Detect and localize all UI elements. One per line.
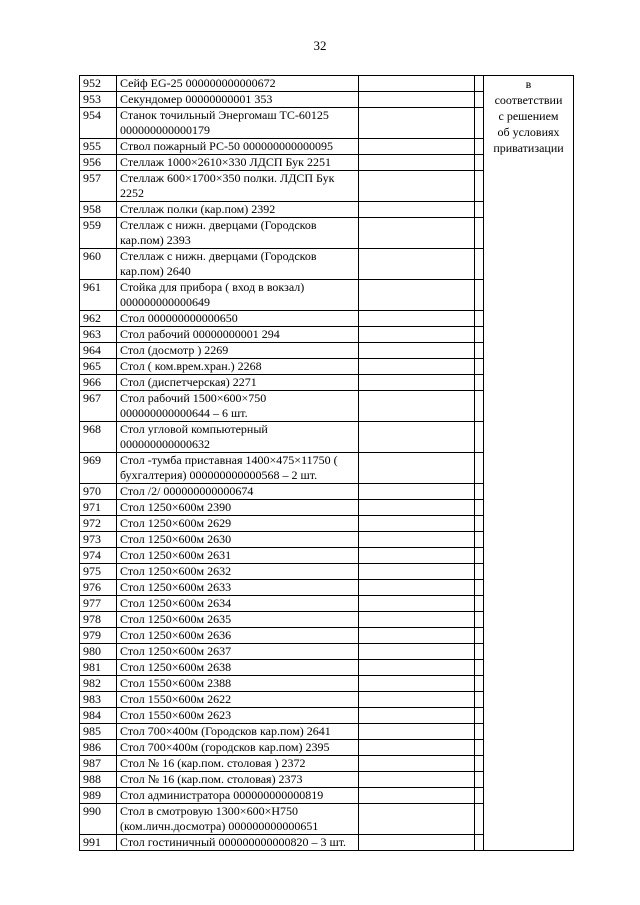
empty-cell (359, 500, 475, 516)
empty-cell (359, 171, 475, 202)
empty-cell (475, 580, 484, 596)
empty-cell (359, 612, 475, 628)
empty-cell (475, 548, 484, 564)
empty-cell (475, 171, 484, 202)
item-name: Стол 1250×600м 2629 (117, 516, 359, 532)
item-name: Стол 000000000000650 (117, 311, 359, 327)
item-name: Стол (досмотр ) 2269 (117, 343, 359, 359)
empty-cell (475, 453, 484, 484)
empty-cell (359, 676, 475, 692)
item-name: Стол /2/ 000000000000674 (117, 484, 359, 500)
empty-cell (475, 343, 484, 359)
page-number: 32 (313, 38, 327, 53)
item-name: Стол 1250×600м 2638 (117, 660, 359, 676)
empty-cell (359, 375, 475, 391)
empty-cell (359, 343, 475, 359)
empty-cell (475, 375, 484, 391)
item-name: Стол 700×400м (городсков кар.пом) 2395 (117, 740, 359, 756)
item-number: 966 (80, 375, 117, 391)
empty-cell (475, 660, 484, 676)
empty-cell (359, 692, 475, 708)
empty-cell (475, 596, 484, 612)
item-number: 969 (80, 453, 117, 484)
empty-cell (475, 280, 484, 311)
item-name: Стойка для прибора ( вход в вокзал) 000000000000649 (117, 280, 359, 311)
item-number: 991 (80, 835, 117, 851)
empty-cell (475, 532, 484, 548)
empty-cell (359, 564, 475, 580)
privatization-note: в соответствии с решением об условиях приватизации (484, 76, 574, 851)
item-name: Стол рабочий 00000000001 294 (117, 327, 359, 343)
table-row (80, 76, 574, 92)
item-number: 986 (80, 740, 117, 756)
empty-cell (359, 92, 475, 108)
empty-cell (475, 772, 484, 788)
item-number: 956 (80, 155, 117, 171)
item-name: Стол в смотровую 1300×600×Н750 (ком.личн.досмотра) 000000000000651 (117, 804, 359, 835)
item-name: Стол 1250×600м 2390 (117, 500, 359, 516)
item-number: 961 (80, 280, 117, 311)
empty-cell (359, 548, 475, 564)
item-name: Стол 700×400м (Городсков кар.пом) 2641 (117, 724, 359, 740)
empty-cell (475, 249, 484, 280)
item-number: 982 (80, 676, 117, 692)
item-name: Стол рабочий 1500×600×750 000000000000644 – 6 шт. (117, 391, 359, 422)
empty-cell (359, 740, 475, 756)
item-name: Стеллаж с нижн. дверцами (Городсков кар.пом) 2393 (117, 218, 359, 249)
empty-cell (475, 788, 484, 804)
empty-cell (359, 280, 475, 311)
empty-cell (475, 644, 484, 660)
empty-cell (359, 644, 475, 660)
empty-cell (359, 155, 475, 171)
item-number: 968 (80, 422, 117, 453)
empty-cell (475, 835, 484, 851)
empty-cell (359, 772, 475, 788)
item-number: 989 (80, 788, 117, 804)
item-name: Стол № 16 (кар.пом. столовая) 2373 (117, 772, 359, 788)
empty-cell (475, 139, 484, 155)
item-name: Сейф EG-25 000000000000672 (117, 76, 359, 92)
item-number: 960 (80, 249, 117, 280)
item-name: Стол 1550×600м 2622 (117, 692, 359, 708)
empty-cell (475, 359, 484, 375)
item-number: 964 (80, 343, 117, 359)
empty-cell (359, 596, 475, 612)
item-number: 967 (80, 391, 117, 422)
item-name: Стеллаж полки (кар.пом) 2392 (117, 202, 359, 218)
empty-cell (475, 740, 484, 756)
item-name: Стол 1250×600м 2636 (117, 628, 359, 644)
item-name: Стол 1250×600м 2630 (117, 532, 359, 548)
empty-cell (359, 108, 475, 139)
inventory-table (79, 75, 574, 851)
empty-cell (359, 311, 475, 327)
empty-cell (359, 724, 475, 740)
item-name: Стол (диспетчерская) 2271 (117, 375, 359, 391)
empty-cell (359, 76, 475, 92)
empty-cell (475, 708, 484, 724)
item-name: Секундомер 00000000001 353 (117, 92, 359, 108)
item-name: Стол угловой компьютерный 000000000000632 (117, 422, 359, 453)
empty-cell (475, 422, 484, 453)
empty-cell (359, 202, 475, 218)
empty-cell (475, 311, 484, 327)
empty-cell (359, 484, 475, 500)
empty-cell (359, 835, 475, 851)
item-name: Стеллаж с нижн. дверцами (Городсков кар.пом) 2640 (117, 249, 359, 280)
empty-cell (359, 453, 475, 484)
empty-cell (475, 628, 484, 644)
item-number: 963 (80, 327, 117, 343)
item-name: Стол 1250×600м 2634 (117, 596, 359, 612)
empty-cell (359, 516, 475, 532)
empty-cell (475, 804, 484, 835)
empty-cell (359, 391, 475, 422)
empty-cell (359, 327, 475, 343)
item-name: Стеллаж 1000×2610×330 ЛДСП Бук 2251 (117, 155, 359, 171)
item-number: 978 (80, 612, 117, 628)
item-name: Стол ( ком.врем.хран.) 2268 (117, 359, 359, 375)
item-number: 985 (80, 724, 117, 740)
item-name: Стол 1250×600м 2631 (117, 548, 359, 564)
item-number: 975 (80, 564, 117, 580)
empty-cell (475, 516, 484, 532)
item-name: Стеллаж 600×1700×350 полки. ЛДСП Бук 2252 (117, 171, 359, 202)
item-number: 981 (80, 660, 117, 676)
item-number: 972 (80, 516, 117, 532)
empty-cell (475, 76, 484, 92)
item-number: 987 (80, 756, 117, 772)
empty-cell (359, 708, 475, 724)
empty-cell (359, 628, 475, 644)
item-name: Стол администратора 000000000000819 (117, 788, 359, 804)
empty-cell (359, 660, 475, 676)
item-number: 974 (80, 548, 117, 564)
empty-cell (359, 422, 475, 453)
item-number: 988 (80, 772, 117, 788)
empty-cell (359, 359, 475, 375)
item-number: 990 (80, 804, 117, 835)
empty-cell (475, 391, 484, 422)
empty-cell (475, 692, 484, 708)
item-name: Стол 1250×600м 2637 (117, 644, 359, 660)
item-name: Стол 1250×600м 2632 (117, 564, 359, 580)
item-number: 954 (80, 108, 117, 139)
empty-cell (475, 155, 484, 171)
item-number: 962 (80, 311, 117, 327)
item-name: Стол гостиничный 000000000000820 – 3 шт. (117, 835, 359, 851)
item-number: 958 (80, 202, 117, 218)
empty-cell (475, 564, 484, 580)
empty-cell (475, 92, 484, 108)
empty-cell (359, 532, 475, 548)
item-number: 959 (80, 218, 117, 249)
item-number: 965 (80, 359, 117, 375)
empty-cell (475, 724, 484, 740)
item-number: 983 (80, 692, 117, 708)
empty-cell (359, 804, 475, 835)
item-number: 980 (80, 644, 117, 660)
empty-cell (475, 327, 484, 343)
empty-cell (475, 108, 484, 139)
item-name: Стол -тумба приставная 1400×475×11750 ( бухгалтерия) 000000000000568 – 2 шт. (117, 453, 359, 484)
empty-cell (475, 484, 484, 500)
item-name: Стол 1250×600м 2633 (117, 580, 359, 596)
item-name: Станок точильный Энергомаш ТС-60125 000000000000179 (117, 108, 359, 139)
item-name: Стол 1550×600м 2623 (117, 708, 359, 724)
empty-cell (359, 249, 475, 280)
item-number: 970 (80, 484, 117, 500)
item-name: Ствол пожарный РС-50 000000000000095 (117, 139, 359, 155)
item-number: 984 (80, 708, 117, 724)
item-number: 973 (80, 532, 117, 548)
empty-cell (475, 500, 484, 516)
empty-cell (359, 218, 475, 249)
item-number: 979 (80, 628, 117, 644)
item-number: 952 (80, 76, 117, 92)
empty-cell (475, 218, 484, 249)
empty-cell (475, 756, 484, 772)
item-name: Стол 1250×600м 2635 (117, 612, 359, 628)
item-number: 977 (80, 596, 117, 612)
empty-cell (359, 756, 475, 772)
empty-cell (475, 202, 484, 218)
item-number: 953 (80, 92, 117, 108)
item-number: 957 (80, 171, 117, 202)
item-number: 976 (80, 580, 117, 596)
empty-cell (359, 788, 475, 804)
item-name: Стол № 16 (кар.пом. столовая ) 2372 (117, 756, 359, 772)
empty-cell (475, 676, 484, 692)
empty-cell (359, 139, 475, 155)
item-name: Стол 1550×600м 2388 (117, 676, 359, 692)
item-number: 955 (80, 139, 117, 155)
empty-cell (359, 580, 475, 596)
item-number: 971 (80, 500, 117, 516)
empty-cell (475, 612, 484, 628)
